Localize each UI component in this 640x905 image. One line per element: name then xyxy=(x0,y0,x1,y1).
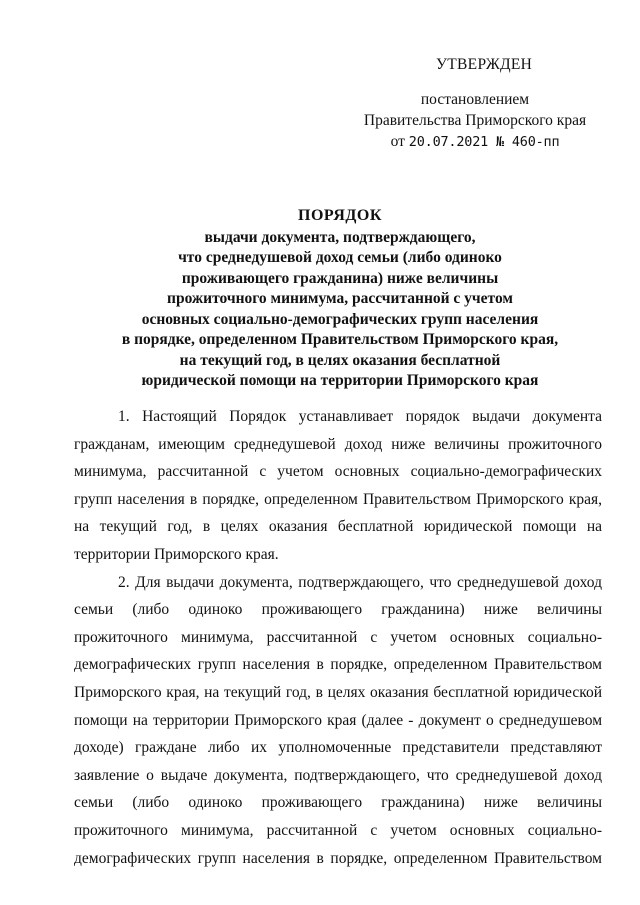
title-line: выдачи документа, подтверждающего, xyxy=(204,228,476,246)
title-line: проживающего гражданина) ниже величины xyxy=(181,269,499,287)
paragraph-line: Приморского края, на текущий год, в целях оказания бесплатной юридической xyxy=(74,683,602,701)
title-line: что среднедушевой доход семьи (либо одиноко xyxy=(178,249,502,266)
title-line: прожиточного минимума, рассчитанной с учетом xyxy=(167,290,513,307)
document-body xyxy=(74,403,602,872)
paragraph-line: 1. Настоящий Порядок устанавливает порядок выдачи документа xyxy=(118,408,602,425)
paragraph-line: минимума, рассчитанной с учетом основных социально-демографических xyxy=(74,463,602,481)
paragraph-line: демографических групп населения в порядке, определенном Правительством xyxy=(74,656,602,674)
title-line: основных социально-демографических групп населения xyxy=(141,310,539,328)
approval-heading: УТВЕРЖДЕН xyxy=(436,56,533,73)
paragraph-line: территории Приморского края. xyxy=(74,545,279,563)
paragraph-line: демографических групп населения в порядке, определенном Правительством xyxy=(74,849,602,867)
document-title: ПОРЯДОК xyxy=(298,207,382,224)
paragraph-line: гражданам, имеющим среднедушевой доход ниже величины прожиточного xyxy=(74,435,602,453)
paragraph-line: заявление о выдаче документа, подтверждающего, что среднедушевой доход xyxy=(74,766,602,784)
approval-line-2: Правительства Приморского края xyxy=(363,112,587,129)
approval-stamp xyxy=(350,54,600,153)
approval-line-1: постановлением xyxy=(420,91,530,108)
paragraph-line: семьи (либо одиноко проживающего гражданина) ниже величины xyxy=(74,601,602,619)
paragraph-line: 2. Для выдачи документа, подтверждающего, что среднедушевой доход xyxy=(118,573,602,591)
paragraph-line: групп населения в порядке, определенном Правительством Приморского края, xyxy=(74,490,602,508)
decree-number: 20.07.2021 № 460-пп xyxy=(408,134,560,150)
paragraph-2 xyxy=(74,569,602,873)
paragraph-line: помощи на территории Приморского края (далее - документ о среднедушевом xyxy=(74,711,602,729)
title-line: в порядке, определенном Правительством Приморского края, xyxy=(121,331,559,348)
title-line: юридической помощи на территории Приморского края xyxy=(141,372,539,389)
decree-prefix: от xyxy=(390,133,405,150)
paragraph-line: семьи (либо одиноко проживающего гражданина) ниже величины xyxy=(74,794,602,812)
approval-spacer xyxy=(350,75,600,89)
paragraph-line: на текущий год, в целях оказания бесплатной юридической помощи на xyxy=(74,518,602,536)
paragraph-line: прожиточного минимума, рассчитанной с учетом основных социально- xyxy=(74,628,602,646)
paragraph-line: прожиточного минимума, рассчитанной с учетом основных социально- xyxy=(74,821,602,839)
title-line: на текущий год, в целях оказания бесплатной xyxy=(179,351,501,369)
document-title-block xyxy=(60,206,620,392)
paragraph-line: доходе) граждане либо их уполномоченные представители представляют xyxy=(74,739,602,757)
paragraph-1 xyxy=(74,403,602,569)
decree-reference xyxy=(350,131,600,153)
